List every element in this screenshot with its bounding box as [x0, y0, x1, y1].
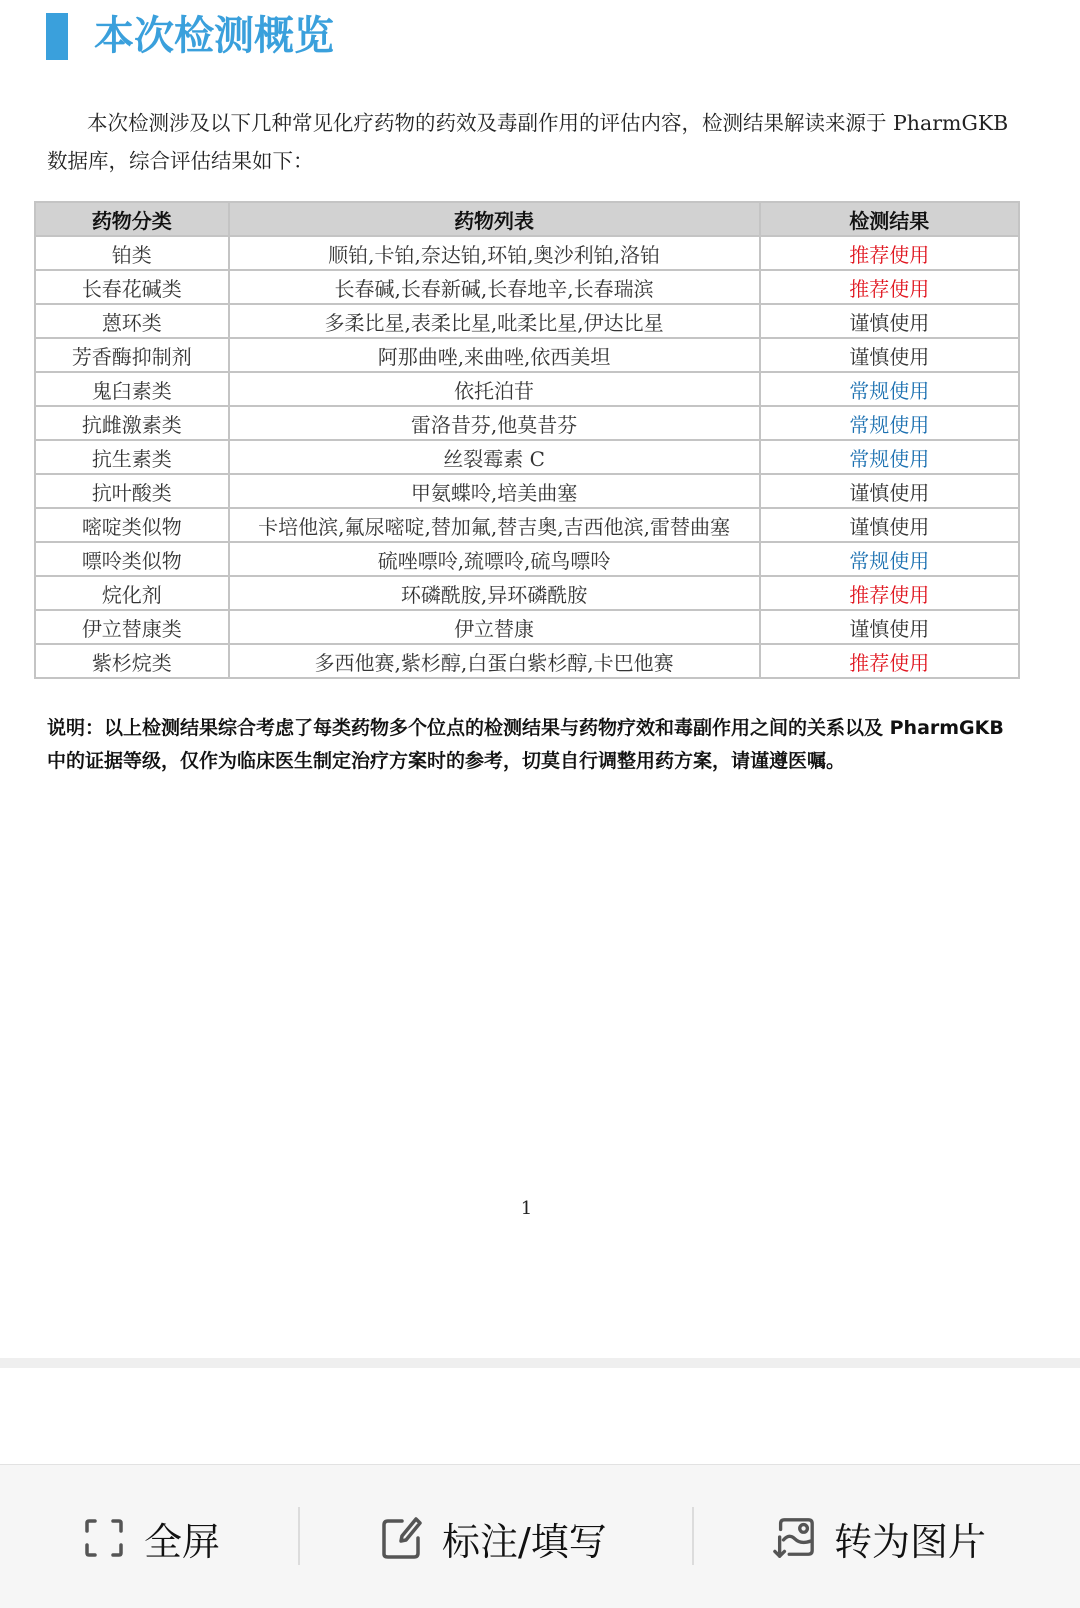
fullscreen-button[interactable]	[82, 1513, 220, 1563]
result-cell: 常规使用	[760, 372, 1020, 406]
convert-to-image-label: 转为图片	[834, 1519, 987, 1564]
result-cell: 谨慎使用	[760, 474, 1020, 508]
table-row	[35, 236, 1019, 270]
category-cell: 嘧啶类似物	[35, 508, 229, 542]
drugs-cell: 多柔比星,表柔比星,吡柔比星,伊达比星	[229, 304, 760, 338]
table-row	[35, 644, 1019, 678]
category-cell: 长春花碱类	[35, 270, 229, 304]
result-cell: 谨慎使用	[760, 338, 1020, 372]
result-cell: 常规使用	[760, 542, 1020, 576]
table-row	[35, 610, 1019, 644]
drugs-cell: 雷洛昔芬,他莫昔芬	[229, 406, 760, 440]
drugs-cell: 伊立替康	[229, 610, 760, 644]
convert-to-image-button[interactable]	[772, 1513, 986, 1563]
table-row	[35, 508, 1019, 542]
page-number: 1	[520, 1198, 533, 1219]
header-category: 药物分类	[35, 202, 229, 236]
category-cell: 紫杉烷类	[35, 644, 229, 678]
fullscreen-icon	[82, 1516, 126, 1560]
fullscreen-label: 全屏	[144, 1519, 221, 1564]
category-cell: 抗生素类	[35, 440, 229, 474]
drugs-cell: 阿那曲唑,来曲唑,依西美坦	[229, 338, 760, 372]
heading-accent-bar	[46, 13, 68, 60]
intro-paragraph	[47, 104, 1017, 180]
drugs-cell: 顺铂,卡铂,奈达铂,环铂,奥沙利铂,洛铂	[229, 236, 760, 270]
table-row	[35, 474, 1019, 508]
table-row	[35, 338, 1019, 372]
toolbar-divider	[692, 1507, 694, 1565]
table-row	[35, 576, 1019, 610]
result-cell: 推荐使用	[760, 644, 1020, 678]
results-table	[34, 201, 1020, 679]
result-cell: 推荐使用	[760, 270, 1020, 304]
header-result: 检测结果	[760, 202, 1020, 236]
drugs-cell: 硫唑嘌呤,巯嘌呤,硫鸟嘌呤	[229, 542, 760, 576]
table-row	[35, 440, 1019, 474]
intro-text: 本次检测涉及以下几种常见化疗药物的药效及毒副作用的评估内容，检测结果解读来源于 PharmGKB 数据库，综合评估结果如下：	[47, 111, 1009, 173]
result-cell: 谨慎使用	[760, 610, 1020, 644]
category-cell: 蒽环类	[35, 304, 229, 338]
drugs-cell: 长春碱,长春新碱,长春地辛,长春瑞滨	[229, 270, 760, 304]
drugs-cell: 丝裂霉素 C	[229, 440, 760, 474]
result-cell: 谨慎使用	[760, 508, 1020, 542]
image-convert-icon	[772, 1516, 816, 1560]
drugs-cell: 甲氨蝶呤,培美曲塞	[229, 474, 760, 508]
bottom-toolbar	[0, 1464, 1080, 1608]
category-cell: 伊立替康类	[35, 610, 229, 644]
result-cell: 推荐使用	[760, 236, 1020, 270]
result-cell: 推荐使用	[760, 576, 1020, 610]
page-title: 本次检测概览	[94, 13, 334, 59]
result-cell: 常规使用	[760, 406, 1020, 440]
drugs-cell: 依托泊苷	[229, 372, 760, 406]
drugs-cell: 卡培他滨,氟尿嘧啶,替加氟,替吉奥,吉西他滨,雷替曲塞	[229, 508, 760, 542]
category-cell: 芳香酶抑制剂	[35, 338, 229, 372]
table-row	[35, 372, 1019, 406]
toolbar-divider	[298, 1507, 300, 1565]
annotate-fill-button[interactable]	[380, 1513, 607, 1563]
result-cell: 谨慎使用	[760, 304, 1020, 338]
disclaimer-note: 说明：以上检测结果综合考虑了每类药物多个位点的检测结果与药物疗效和毒副作用之间的关系以及 PharmGKB 中的证据等级，仅作为临床医生制定治疗方案时的参考，切莫自行调整用药方案，请谨遵医嘱。	[47, 717, 1004, 772]
annotate-fill-label: 标注/填写	[442, 1519, 607, 1564]
table-row	[35, 304, 1019, 338]
table-row	[35, 406, 1019, 440]
result-cell: 常规使用	[760, 440, 1020, 474]
category-cell: 抗雌激素类	[35, 406, 229, 440]
next-page-preview	[0, 1368, 1080, 1464]
category-cell: 烷化剂	[35, 576, 229, 610]
table-row	[35, 270, 1019, 304]
header-drug-list: 药物列表	[229, 202, 760, 236]
category-cell: 抗叶酸类	[35, 474, 229, 508]
category-cell: 铂类	[35, 236, 229, 270]
table-header-row	[35, 202, 1019, 236]
edit-icon	[380, 1516, 424, 1560]
drugs-cell: 环磷酰胺,异环磷酰胺	[229, 576, 760, 610]
category-cell: 嘌呤类似物	[35, 542, 229, 576]
table-row	[35, 542, 1019, 576]
drugs-cell: 多西他赛,紫杉醇,白蛋白紫杉醇,卡巴他赛	[229, 644, 760, 678]
page-separator	[0, 1358, 1080, 1368]
section-heading	[46, 12, 334, 60]
category-cell: 鬼臼素类	[35, 372, 229, 406]
